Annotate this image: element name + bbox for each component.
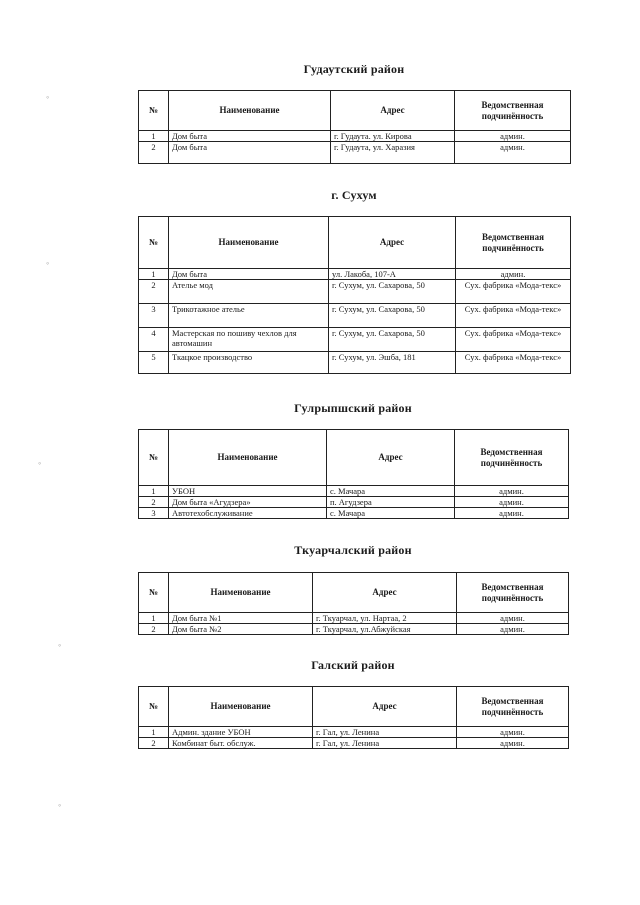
register-table [138,216,571,374]
row-name: Комбинат быт. обслуж. [169,738,313,749]
table-header-row [139,687,569,727]
row-num: 2 [139,280,169,304]
table-row [139,352,571,374]
row-num: 5 [139,352,169,374]
row-address: г. Сухум, ул. Сахарова, 50 [329,304,456,328]
table-row [139,269,571,280]
column-header-address: Адрес [313,687,457,727]
row-subordination: админ. [457,624,569,635]
table-header-row [139,573,569,613]
row-num: 1 [139,613,169,624]
section-gudauta [138,62,570,164]
section-title: Гудаутский район [303,62,405,76]
register-table [138,429,569,519]
table-row [139,280,571,304]
column-header-num: № [139,687,169,727]
column-header-num: № [139,573,169,613]
register-table [138,686,569,749]
scan-mark: ◦ [38,458,42,468]
table-row [139,486,569,497]
row-num: 1 [139,486,169,497]
scan-mark: ◦ [58,640,62,650]
column-header-num: № [139,217,169,269]
row-name: Дом быта [169,269,329,280]
table-row [139,304,571,328]
scan-mark: ◦ [46,258,50,268]
row-num: 3 [139,304,169,328]
row-num: 2 [139,142,169,164]
row-num: 2 [139,738,169,749]
row-subordination: админ. [455,142,571,164]
row-num: 2 [139,624,169,635]
row-name: Мастерская по пошиву чехлов для автомашин [169,328,329,352]
section-gulripsh [138,401,568,519]
row-address: г. Сухум, ул. Эшба, 181 [329,352,456,374]
row-num: 2 [139,497,169,508]
column-header-subordination: Ведомственная подчинённость [455,430,569,486]
column-header-num: № [139,430,169,486]
row-name: Дом быта «Агудзера» [169,497,327,508]
row-address: г. Сухум, ул. Сахарова, 50 [329,328,456,352]
column-header-name: Наименование [169,430,327,486]
section-title: Галский район [311,658,395,672]
row-subordination: Сух. фабрика «Мода-текс» [456,304,571,328]
section-title: Ткуарчалский район [294,543,412,557]
row-subordination: Сух. фабрика «Мода-текс» [456,352,571,374]
row-subordination: админ. [455,131,571,142]
column-header-name: Наименование [169,573,313,613]
column-header-subordination: Ведомственная подчинённость [455,91,571,131]
row-name: УБОН [169,486,327,497]
table-row [139,727,569,738]
table-header-row [139,91,571,131]
section-sukhum [138,188,570,374]
row-name: Ткацкое производство [169,352,329,374]
column-header-subordination: Ведомственная подчинённость [456,217,571,269]
table-row [139,131,571,142]
row-subordination: админ. [455,486,569,497]
row-subordination: Сух. фабрика «Мода-текс» [456,280,571,304]
row-address: г. Гал, ул. Ленина [313,727,457,738]
row-subordination: админ. [457,613,569,624]
row-address: г. Гудаута. ул. Кирова [331,131,455,142]
scan-mark: ◦ [58,800,62,810]
row-address: г. Ткуарчал, ул.Абжуйская [313,624,457,635]
column-header-subordination: Ведомственная подчинённость [457,573,569,613]
row-address: г. Сухум, ул. Сахарова, 50 [329,280,456,304]
row-address: г. Гудаута, ул. Харазия [331,142,455,164]
section-title: г. Сухум [331,188,377,202]
row-num: 3 [139,508,169,519]
column-header-name: Наименование [169,91,331,131]
section-gal [138,658,568,749]
column-header-name: Наименование [169,217,329,269]
row-address: г. Ткуарчал, ул. Нартаа, 2 [313,613,457,624]
row-name: Дом быта №1 [169,613,313,624]
column-header-address: Адрес [327,430,455,486]
row-address: с. Мачара [327,486,455,497]
scan-mark: ◦ [46,92,50,102]
row-name: Дом быта [169,142,331,164]
row-subordination: админ. [455,508,569,519]
section-title: Гулрыпшский район [294,401,412,415]
row-address: ул. Лакоба, 107-А [329,269,456,280]
row-num: 1 [139,727,169,738]
column-header-subordination: Ведомственная подчинённость [457,687,569,727]
column-header-num: № [139,91,169,131]
column-header-name: Наименование [169,687,313,727]
row-subordination: админ. [457,738,569,749]
table-row [139,328,571,352]
register-table [138,90,571,164]
row-address: п. Агудзера [327,497,455,508]
row-num: 1 [139,269,169,280]
row-subordination: админ. [457,727,569,738]
table-header-row [139,217,571,269]
row-name: Дом быта №2 [169,624,313,635]
column-header-address: Адрес [331,91,455,131]
table-row [139,497,569,508]
register-table [138,572,569,635]
row-num: 1 [139,131,169,142]
table-row [139,738,569,749]
row-name: Дом быта [169,131,331,142]
table-row [139,142,571,164]
table-row [139,613,569,624]
column-header-address: Адрес [329,217,456,269]
section-tkuarchal [138,543,568,635]
row-name: Ателье мод [169,280,329,304]
row-subordination: Сух. фабрика «Мода-текс» [456,328,571,352]
table-header-row [139,430,569,486]
row-subordination: админ. [456,269,571,280]
row-address: г. Гал, ул. Ленина [313,738,457,749]
row-name: Админ. здание УБОН [169,727,313,738]
row-name: Трикотажное ателье [169,304,329,328]
column-header-address: Адрес [313,573,457,613]
row-name: Автотехобслуживание [169,508,327,519]
row-subordination: админ. [455,497,569,508]
row-num: 4 [139,328,169,352]
table-row [139,508,569,519]
row-address: с. Мачара [327,508,455,519]
table-row [139,624,569,635]
